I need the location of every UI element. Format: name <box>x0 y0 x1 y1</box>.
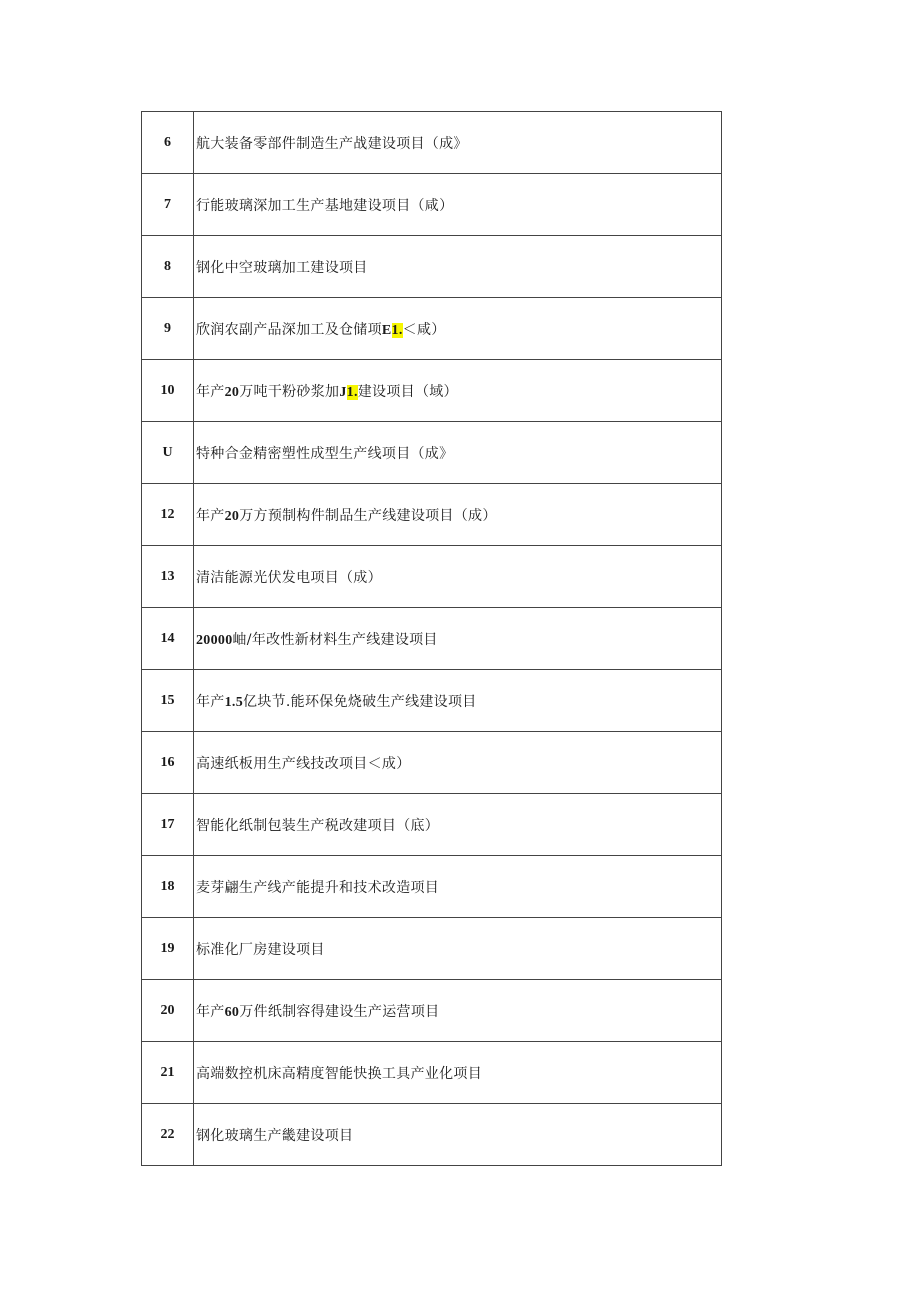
table-row <box>142 732 722 794</box>
row-number: 9 <box>142 298 194 360</box>
project-name <box>194 236 722 298</box>
project-name-segment: 万件纸制容得建设生产运营项目 <box>239 1003 440 1020</box>
project-name-segment: J <box>339 384 347 400</box>
project-name-segment: E <box>381 322 392 338</box>
table-row <box>142 1042 722 1104</box>
row-number: 18 <box>142 856 194 918</box>
project-name-segment: 清洁能源光伏发电项目（成） <box>196 569 382 586</box>
project-name-segment: 建设项目（域） <box>357 383 458 400</box>
row-number: 20 <box>142 980 194 1042</box>
table-row <box>142 856 722 918</box>
project-name <box>194 546 722 608</box>
project-name-segment: 钢化中空玻璃加工建设项目 <box>196 259 368 276</box>
project-name-segment: 20 <box>224 508 240 524</box>
project-name-segment: 岫/年改性新材料生产线建设项目 <box>232 631 438 648</box>
project-name-segment: 年产 <box>196 693 225 710</box>
table-row <box>142 918 722 980</box>
row-number: 19 <box>142 918 194 980</box>
project-name <box>194 670 722 732</box>
table-row <box>142 980 722 1042</box>
row-number: 6 <box>142 112 194 174</box>
project-name-segment: 欣润农副产品深加工及仓储项 <box>196 321 382 338</box>
row-number: 14 <box>142 608 194 670</box>
table-row <box>142 608 722 670</box>
table-row <box>142 794 722 856</box>
table-row <box>142 236 722 298</box>
project-name-segment: 行能玻璃深加工生产基地建设项目（咸） <box>196 197 454 214</box>
project-name <box>194 732 722 794</box>
project-name-segment: 钢化玻璃生产畿建设项目 <box>196 1127 354 1144</box>
table-row <box>142 484 722 546</box>
table-row <box>142 1104 722 1166</box>
project-name-segment: 亿块节.能环保免烧破生产线建设项目 <box>243 693 477 710</box>
project-name-segment: 麦芽翩生产线产能提升和技术改造项目 <box>196 879 440 896</box>
project-name <box>194 856 722 918</box>
project-name <box>194 484 722 546</box>
project-name <box>194 980 722 1042</box>
row-number: 13 <box>142 546 194 608</box>
project-name <box>194 1104 722 1166</box>
project-name-segment: 20000 <box>196 632 233 648</box>
project-name <box>194 298 722 360</box>
row-number: U <box>142 422 194 484</box>
project-name-segment: 高速纸板用生产线技改项目＜成） <box>196 755 411 772</box>
project-name <box>194 112 722 174</box>
project-name-segment: 60 <box>224 1004 240 1020</box>
project-name-segment: 年产 <box>196 507 225 524</box>
project-name <box>194 360 722 422</box>
project-name-segment: 高端数控机床高精度智能快换工具产业化项目 <box>196 1065 482 1082</box>
project-name <box>194 608 722 670</box>
project-name-segment: ＜咸） <box>402 321 446 338</box>
project-name-segment: 年产 <box>196 1003 225 1020</box>
project-name-segment: 年产 <box>196 383 225 400</box>
row-number: 17 <box>142 794 194 856</box>
row-number: 10 <box>142 360 194 422</box>
table-row <box>142 174 722 236</box>
highlighted-text: 1. <box>346 384 358 400</box>
project-name-segment: 万吨干粉砂浆加 <box>239 383 340 400</box>
project-name <box>194 174 722 236</box>
row-number: 8 <box>142 236 194 298</box>
row-number: 21 <box>142 1042 194 1104</box>
table-row <box>142 546 722 608</box>
project-name-segment: 特种合金精密塑性成型生产线项目（成》 <box>196 445 454 462</box>
project-name-segment: 航大装备零部件制造生产战建设项目（成》 <box>196 135 468 152</box>
project-name-segment: 智能化纸制包装生产税改建项目（底） <box>196 817 440 834</box>
row-number: 22 <box>142 1104 194 1166</box>
project-table-body <box>142 112 722 1166</box>
project-table <box>141 111 722 1166</box>
project-name-segment: 1.5 <box>224 694 244 710</box>
highlighted-text: 1. <box>391 322 403 338</box>
project-name-segment: 标准化厂房建设项目 <box>196 941 325 958</box>
project-name <box>194 1042 722 1104</box>
table-row <box>142 360 722 422</box>
table-row <box>142 670 722 732</box>
project-name-segment: 20 <box>224 384 240 400</box>
row-number: 7 <box>142 174 194 236</box>
project-name <box>194 918 722 980</box>
row-number: 16 <box>142 732 194 794</box>
project-name-segment: 万方预制构件制品生产线建设项目（成） <box>239 507 497 524</box>
table-row <box>142 112 722 174</box>
row-number: 12 <box>142 484 194 546</box>
table-row <box>142 422 722 484</box>
row-number: 15 <box>142 670 194 732</box>
project-name <box>194 794 722 856</box>
project-name <box>194 422 722 484</box>
table-row <box>142 298 722 360</box>
